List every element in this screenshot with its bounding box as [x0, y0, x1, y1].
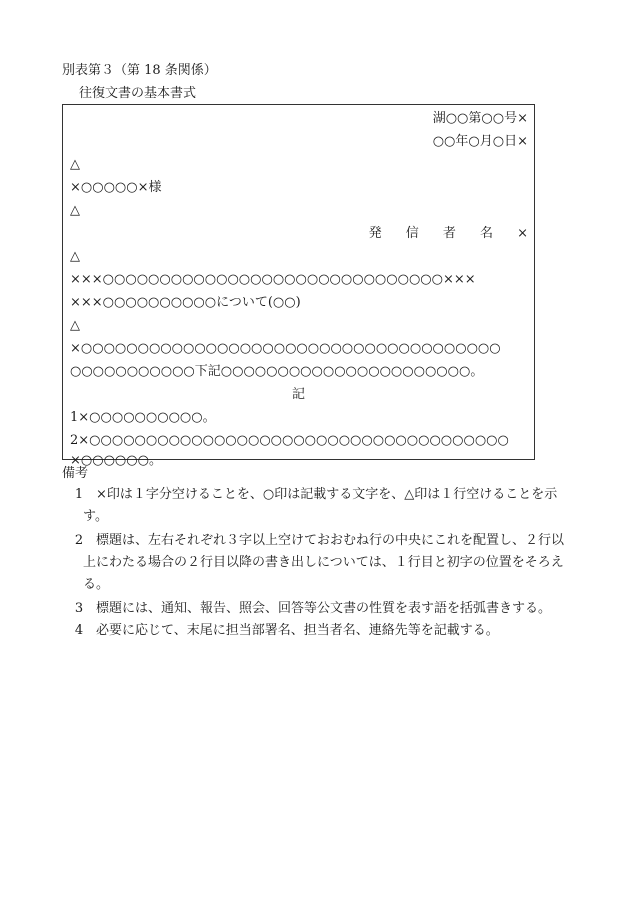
title-line-2: ×××○○○○○○○○○○について(○○)	[70, 295, 301, 310]
item-2-line-1: 2×○○○○○○○○○○○○○○○○○○○○○○○○○○○○○○○○○○○○○	[70, 433, 509, 448]
note-number: 3	[74, 601, 84, 616]
note-text-continued: る。	[83, 577, 110, 592]
letter-template-box	[62, 104, 538, 468]
document-number: 湖○○第○○号×	[432, 111, 528, 126]
body-line-1: ×○○○○○○○○○○○○○○○○○○○○○○○○○○○○○○○○○○○○○	[70, 341, 501, 356]
note-number: 4	[74, 623, 84, 638]
blank-line-mark: △	[70, 203, 80, 218]
note-text-continued: 上にわたる場合の２行目以降の書き出しについては、１行目と初字の位置をそろえ	[83, 555, 564, 570]
note-text: 必要に応じて、末尾に担当部署名、担当者名、連絡先等を記載する。	[96, 623, 499, 638]
note-number: 2	[74, 533, 84, 548]
note-text-continued: す。	[83, 509, 108, 524]
note-number: 1	[74, 487, 84, 502]
note-item-4	[62, 620, 570, 642]
notes-heading: 備考	[62, 466, 89, 481]
ki-heading: 記	[291, 387, 305, 402]
note-text: 標題には、通知、報告、照会、回答等公文書の性質を表す語を括弧書きする。	[96, 601, 552, 616]
note-item-3	[62, 598, 570, 620]
note-text: 標題は、左右それぞれ３字以上空けておおむね行の中央にこれを配置し、２行以	[96, 533, 565, 548]
addressee: ×○○○○○×様	[70, 180, 162, 195]
note-text: ×印は１字分空けることを、○印は記載する文字を、△印は１行空けることを示	[96, 487, 558, 502]
blank-line-mark: △	[70, 249, 80, 264]
note-item-1	[62, 484, 570, 528]
form-subtitle: 往復文書の基本書式	[79, 86, 197, 101]
sender-name: 発 信 者 名 ×	[368, 226, 538, 241]
blank-line-mark: △	[70, 318, 80, 333]
note-item-2	[62, 530, 570, 596]
body-line-2: ○○○○○○○○○○○下記○○○○○○○○○○○○○○○○○○○○○○。	[70, 364, 484, 379]
appendix-heading: 別表第３（第 18 条関係）	[62, 63, 217, 78]
blank-line-mark: △	[70, 157, 80, 172]
item-2-line-2: ×○○○○○○。	[70, 453, 162, 468]
title-line-1: ×××○○○○○○○○○○○○○○○○○○○○○○○○○○○○○○×××	[70, 272, 476, 287]
document-date: ○○年○月○日×	[432, 134, 528, 149]
item-1: 1×○○○○○○○○○○。	[70, 410, 216, 425]
